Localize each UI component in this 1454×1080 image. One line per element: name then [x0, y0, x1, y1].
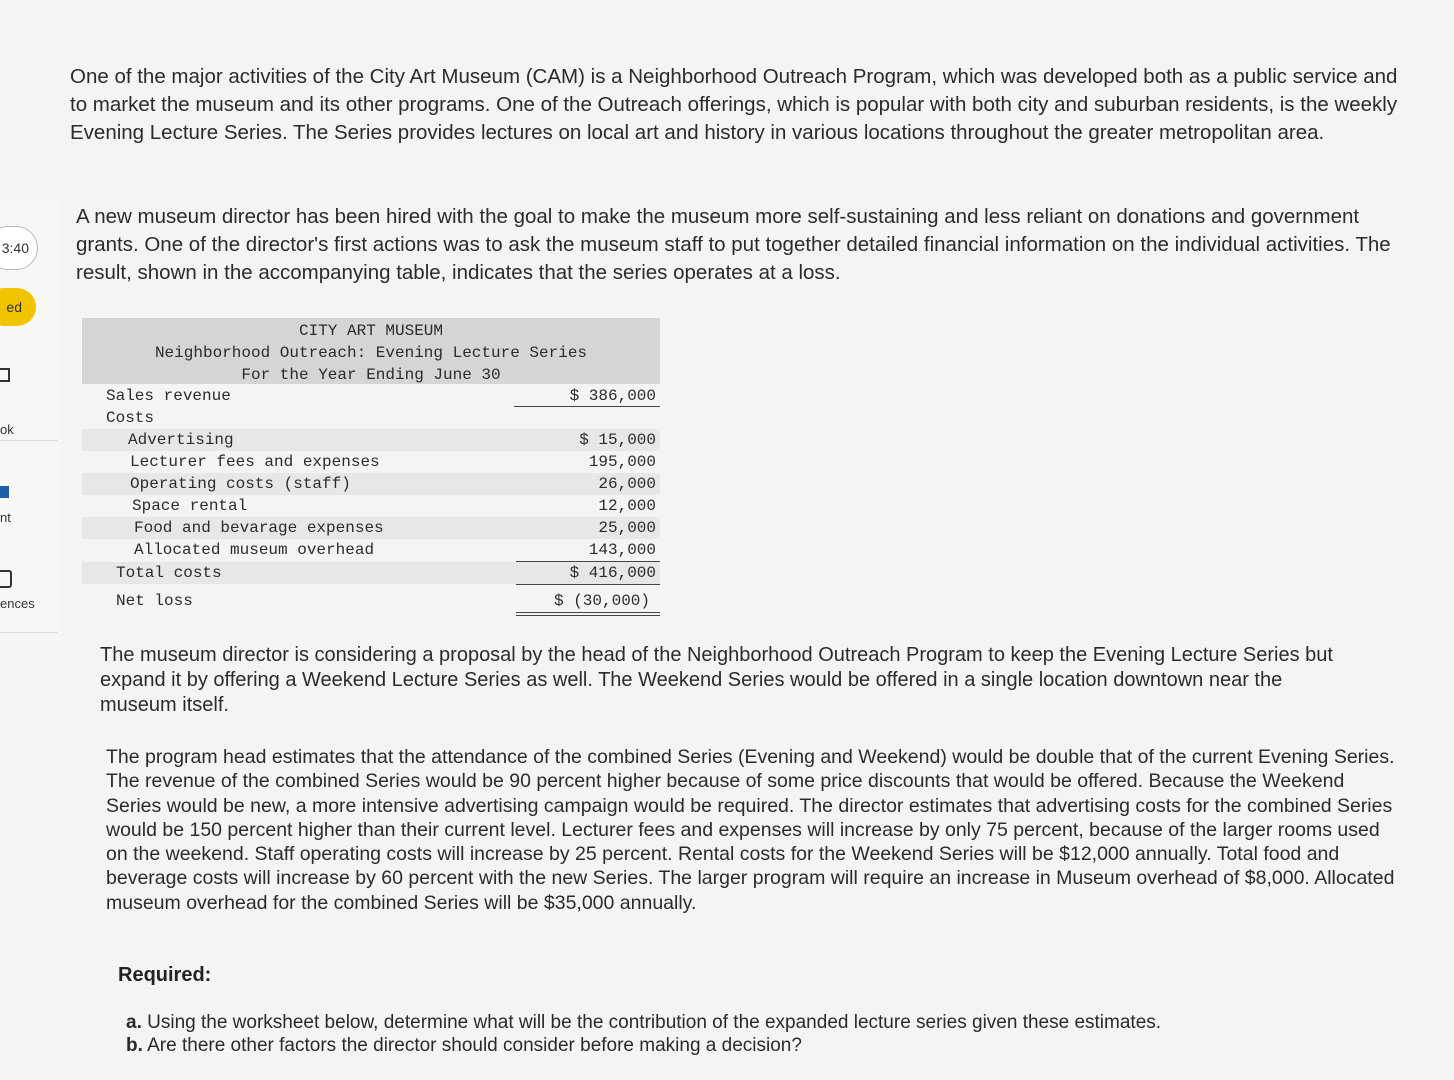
sidebar-item-label: ok	[0, 422, 14, 437]
double-underline-rule	[516, 612, 660, 613]
sidebar-item-print[interactable]	[0, 460, 58, 540]
cost-value: 26,000	[598, 475, 656, 493]
required-item-b	[126, 1034, 1326, 1057]
cost-row	[82, 517, 660, 539]
cost-label: Lecturer fees and expenses	[130, 453, 380, 471]
item-marker: b.	[126, 1035, 143, 1056]
book-icon	[0, 368, 10, 382]
statement-period: For the Year Ending June 30	[241, 366, 501, 384]
total-costs-row	[82, 562, 660, 584]
statement-header	[82, 318, 660, 384]
status-text: ed	[6, 299, 22, 315]
sales-row	[82, 385, 660, 407]
cost-value: 143,000	[588, 541, 656, 559]
cost-row	[82, 429, 660, 451]
sidebar-item-label: nt	[0, 510, 11, 525]
cost-label: Food and bevarage expenses	[134, 519, 384, 537]
cost-row	[82, 473, 660, 495]
timer-text: 3:40	[1, 240, 29, 256]
sales-label: Sales revenue	[106, 387, 231, 405]
item-marker: a.	[126, 1012, 142, 1033]
sidebar-item-label: ences	[0, 596, 35, 611]
intro-paragraph-1: One of the major activities of the City Art Museum (CAM) is a Neighborhood Outreach Program, which was developed both as a public service and to market the museum and its other programs. One of the Outreach offerings, which is popular with both city and suburban residents, is the weekly Evening Lecture Series. The Series provides lectures on local art and history in various locations throughout the greater metropolitan area.	[70, 65, 1398, 144]
cost-value: $ 15,000	[579, 431, 656, 449]
cost-row	[82, 539, 660, 561]
net-loss-row	[82, 590, 660, 612]
cost-value: 195,000	[588, 453, 656, 471]
double-underline-rule	[516, 615, 660, 616]
net-loss-value: $ (30,000)	[553, 592, 650, 610]
cost-row	[82, 451, 660, 473]
required-item-a	[126, 1011, 1326, 1034]
required-heading: Required:	[118, 964, 212, 986]
costs-label: Costs	[106, 409, 155, 427]
cost-value: 25,000	[598, 519, 656, 537]
cost-label: Space rental	[132, 497, 248, 515]
sidebar-item-references[interactable]	[0, 548, 58, 633]
cost-label: Allocated museum overhead	[134, 541, 375, 559]
proposal-paragraph: The museum director is considering a proposal by the head of the Neighborhood Outreach Program to keep the Evening Lecture Series but expand it by offering a Weekend Lecture Series as well. The Weekend Series would be offered in a single location downtown near the museum itself.	[100, 644, 1333, 716]
sidebar-item-ebook[interactable]	[0, 360, 58, 441]
statement-title: CITY ART MUSEUM	[298, 322, 444, 340]
estimates-paragraph: The program head estimates that the attendance of the combined Series (Evening and Weekend) would be double that of the current Evening Series. The revenue of the combined Series would be 90 percent higher because of some price discounts that would be offered. Because the Weekend Series would be new, a more intensive advertising campaign would be required. The director estimates that advertising costs for the combined Series would be 150 percent higher than their current level. Lecturer fees and expenses will increase by only 75 percent, because of the larger rooms used on the weekend. Staff operating costs will increase by 25 percent. Rental costs for the Weekend Series will be $12,000 annually. Total food and beverage costs will increase by 60 percent with the new Series. The larger program will require an increase in Museum overhead of $8,000. Allocated museum overhead for the combined Series will be $35,000 annually.	[106, 746, 1395, 914]
cost-value: 12,000	[598, 497, 656, 515]
document-icon	[0, 570, 12, 588]
item-text: Using the worksheet below, determine what will be the contribution of the expanded lecture series given these estimates.	[147, 1012, 1162, 1033]
income-statement-table	[82, 318, 660, 616]
cost-label: Operating costs (staff)	[130, 475, 351, 493]
costs-heading-row	[82, 407, 660, 429]
net-loss-label: Net loss	[116, 592, 193, 610]
statement-subtitle: Neighborhood Outreach: Evening Lecture Series	[154, 344, 588, 362]
sales-value: $ 386,000	[569, 387, 656, 405]
required-list	[126, 1011, 1326, 1057]
intro-paragraph-2: A new museum director has been hired with the goal to make the museum more self-sustaining and less reliant on donations and government grants. One of the director's first actions was to ask the museum staff to put together detailed financial information on the individual activities. The result, shown in the accompanying table, indicates that the series operates at a loss.	[76, 205, 1391, 284]
print-icon	[0, 486, 9, 498]
total-costs-value: $ 416,000	[569, 564, 656, 582]
cost-label: Advertising	[128, 431, 234, 449]
total-costs-label: Total costs	[116, 564, 222, 582]
item-text: Are there other factors the director should consider before making a decision?	[147, 1035, 802, 1056]
cost-row	[82, 495, 660, 517]
underline-rule	[516, 584, 660, 585]
